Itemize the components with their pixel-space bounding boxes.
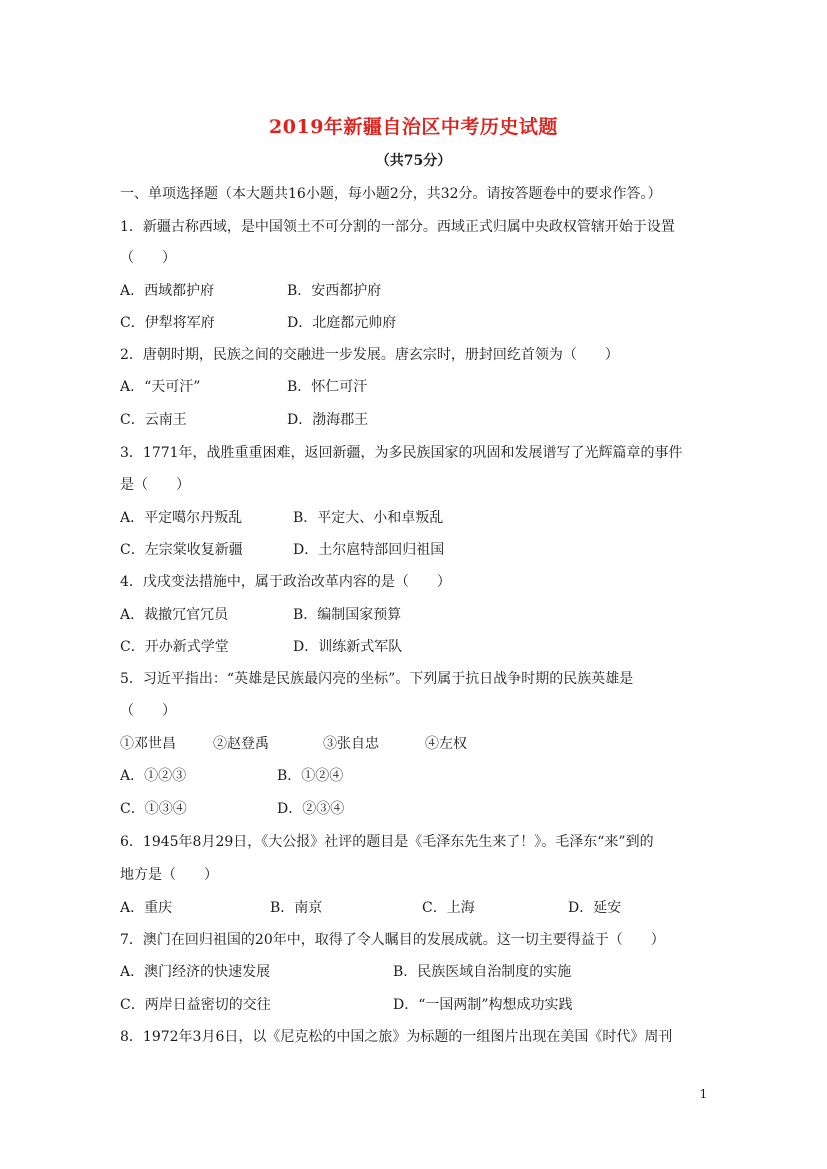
question-6-stem-continued: 地方是（ ） <box>120 867 218 883</box>
question-1-option-a: A．西域都护府 <box>120 283 215 299</box>
question-1-option-d: D．北庭都元帅府 <box>287 315 397 331</box>
question-5-item-1: ①邓世昌 <box>120 736 176 752</box>
question-2-option-d: D．渤海郡王 <box>287 412 369 428</box>
question-2-stem: 2．唐朝时期，民族之间的交融进一步发展。唐玄宗时，册封回纥首领为（ ） <box>120 347 619 363</box>
question-3-option-d: D．土尔扈特部回归祖国 <box>293 542 445 558</box>
question-4-option-d: D．训练新式军队 <box>293 639 403 655</box>
question-6-option-d: D．延安 <box>568 900 622 916</box>
question-4-option-c: C．开办新式学堂 <box>120 639 229 655</box>
question-7-option-b: B．民族医域自治制度的实施 <box>393 964 572 980</box>
question-5-stem: 5．习近平指出：“英雄是民族最闪亮的坐标”。下列属于抗日战争时期的民族英雄是 <box>120 671 634 687</box>
question-4-stem: 4．戊戌变法措施中，属于政治改革内容的是（ ） <box>120 574 451 590</box>
question-6-stem: 6．1945年8月29日，《大公报》社评的题目是《毛泽东先生来了！》。毛泽东“来”到的 <box>120 834 654 850</box>
question-3-stem-continued: 是（ ） <box>120 477 190 493</box>
question-7-stem: 7．澳门在回归祖国的20年中，取得了令人瞩目的发展成就。这一切主要得益于（ ） <box>120 932 665 948</box>
question-5-item-3: ③张自忠 <box>323 736 379 752</box>
question-5-option-b: B．①②④ <box>277 768 344 784</box>
question-4-option-a: A．裁撤冗官冗员 <box>120 607 229 623</box>
question-8-stem: 8．1972年3月6日，以《尼克松的中国之旅》为标题的一组图片出现在美国《时代》周刊 <box>120 1029 673 1045</box>
section-heading: 一、单项选择题（本大题共16小题，每小题2分，共32分。请按答题卷中的要求作答。） <box>120 186 662 202</box>
question-1-blank: （ ） <box>120 250 176 266</box>
question-1-option-c: C．伊犁将军府 <box>120 315 215 331</box>
question-3-stem: 3．1771年，战胜重重困难，返回新疆，为多民族国家的巩固和发展谱写了光辉篇章的事件 <box>120 445 683 461</box>
question-3-option-a: A．平定噶尔丹叛乱 <box>120 510 243 526</box>
question-7-option-a: A．澳门经济的快速发展 <box>120 964 271 980</box>
question-2-option-a: A．“天可汗” <box>120 379 201 395</box>
question-4-option-b: B．编制国家预算 <box>293 607 402 623</box>
question-1-option-b: B．安西都护府 <box>287 283 382 299</box>
question-5-item-2: ②赵登禹 <box>213 736 269 752</box>
question-1-stem: 1．新疆古称西域，是中国领土不可分割的一部分。西域正式归属中央政权管辖开始于设置 <box>120 219 675 235</box>
question-7-option-d: D．“一国两制”构想成功实践 <box>393 997 573 1013</box>
question-5-option-c: C．①③④ <box>120 801 187 817</box>
question-7-option-c: C．两岸日益密切的交往 <box>120 997 271 1013</box>
question-6-option-b: B．南京 <box>270 900 323 916</box>
question-6-option-c: C．上海 <box>422 900 475 916</box>
page-number: 1 <box>699 1087 708 1101</box>
question-5-option-d: D．②③④ <box>277 801 345 817</box>
question-5-blank: （ ） <box>120 703 176 719</box>
question-6-option-a: A．重庆 <box>120 900 173 916</box>
question-3-option-b: B．平定大、小和卓叛乱 <box>293 510 444 526</box>
question-3-option-c: C．左宗棠收复新疆 <box>120 542 243 558</box>
question-2-option-b: B．怀仁可汗 <box>287 379 368 395</box>
question-2-option-c: C．云南王 <box>120 412 187 428</box>
question-5-item-4: ④左权 <box>425 736 467 752</box>
question-5-option-a: A．①②③ <box>120 768 187 784</box>
exam-subtitle: （共75分） <box>375 153 452 169</box>
exam-title: 2019年新疆自治区中考历史试题 <box>269 116 558 138</box>
